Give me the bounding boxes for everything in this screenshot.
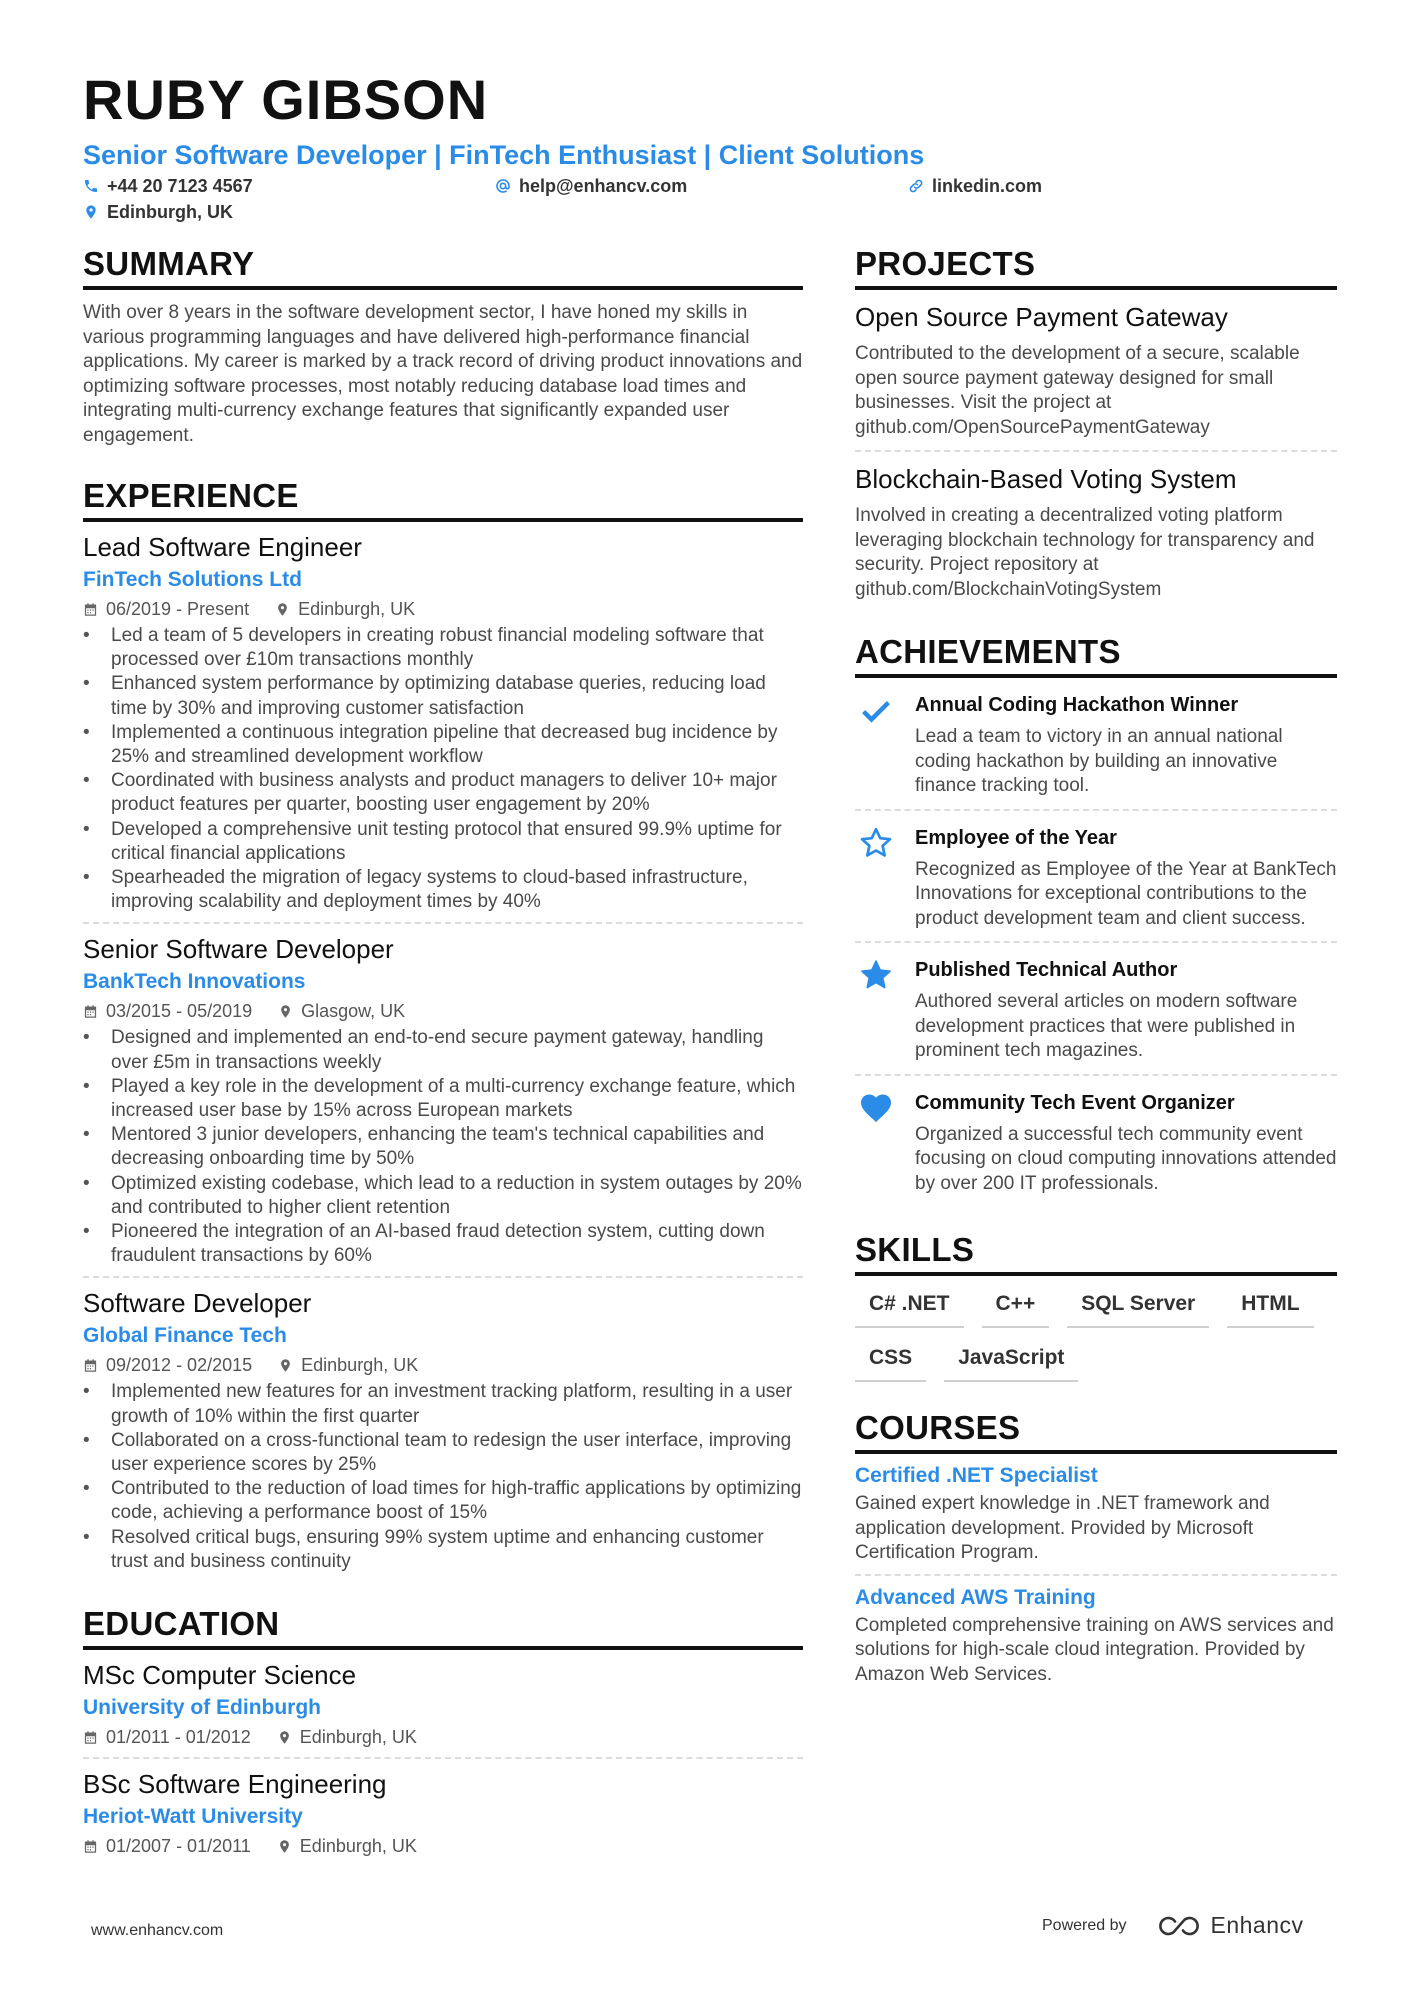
skill-tag: C# .NET [855, 1290, 964, 1328]
education-entry [83, 1759, 803, 1866]
achievement-title: Annual Coding Hackathon Winner [915, 694, 1239, 716]
skill-tag: HTML [1227, 1290, 1313, 1328]
bullet-item: • Collaborated on a cross-functional team to redesign the user interface, improving user experience scores by 25% [83, 1429, 803, 1477]
project-title: Open Source Payment Gateway [855, 302, 1228, 332]
footer-branding [1042, 1912, 1304, 1939]
education-location: Edinburgh, UK [299, 1836, 417, 1857]
bullet-item: • Optimized existing codebase, which lead to a reduction in system outages by 20% and contributed to higher client retention [83, 1172, 803, 1220]
achievement-description: Recognized as Employee of the Year at BankTech Innovations for exceptional contributions to the product development team and client success. [915, 858, 1337, 929]
bullet-item: • Resolved critical bugs, ensuring 99% system uptime and enhancing customer trust and business continuity [83, 1526, 803, 1574]
job-location: Glasgow, UK [301, 1001, 406, 1022]
job-meta [83, 1353, 803, 1377]
achievement-icon-wrap [855, 825, 897, 932]
experience-heading: EXPERIENCE [83, 476, 803, 522]
skills-section [855, 1230, 1337, 1382]
course-entry [855, 1576, 1337, 1696]
skill-tag: JavaScript [944, 1344, 1078, 1382]
summary-heading: SUMMARY [83, 244, 803, 290]
enhancv-logo-icon [1155, 1913, 1203, 1939]
location-pin-icon [278, 1358, 293, 1373]
contact-linkedin[interactable] [908, 174, 1042, 198]
education-section [83, 1604, 803, 1866]
projects-section [855, 244, 1337, 612]
bullet-item: • Implemented new features for an investment tracking platform, resulting in a user growth of 10% within the first quarter [83, 1380, 803, 1428]
course-title: Advanced AWS Training [855, 1585, 1096, 1609]
location-pin-icon [277, 1839, 292, 1854]
course-title: Certified .NET Specialist [855, 1464, 1098, 1487]
contact-info [83, 174, 1333, 230]
brand-logo[interactable] [1155, 1912, 1304, 1939]
projects-heading: PROJECTS [855, 244, 1337, 290]
project-entry [855, 290, 1337, 452]
star-outline-icon [858, 825, 894, 861]
right-column [855, 244, 1337, 1723]
summary-text: With over 8 years in the software development sector, I have honed my skills in various programming languages and have delivered high-performance financial applications. My career is marked by a track record of driving product innovations and optimizing software processes, most notably reducing database load times and integrating multi-currency exchange features that significantly expanded user engagement. [83, 302, 803, 446]
education-heading: EDUCATION [83, 1604, 803, 1650]
achievement-title: Published Technical Author [915, 959, 1178, 981]
star-filled-icon [858, 957, 894, 993]
job-dates: 03/2015 - 05/2019 [106, 1001, 253, 1022]
footer-website[interactable]: www.enhancv.com [91, 1922, 224, 1939]
achievements-section [855, 632, 1337, 1206]
job-bullets [83, 624, 803, 914]
experience-section [83, 476, 803, 1582]
job-title: Lead Software Engineer [83, 532, 362, 562]
job-dates: 09/2012 - 02/2015 [106, 1355, 253, 1376]
phone-icon [83, 178, 99, 194]
project-entry [855, 452, 1337, 612]
education-dates: 01/2011 - 01/2012 [106, 1727, 251, 1748]
project-description: Involved in creating a decentralized voting platform leveraging blockchain technology for transparency and security. Project repository at github.com/BlockchainVotingSystem [855, 505, 1315, 600]
course-description: Completed comprehensive training on AWS services and solutions for high-scale cloud integration. Provided by Amazon Web Services. [855, 1614, 1334, 1685]
candidate-name: RUBY GIBSON [83, 68, 489, 131]
calendar-icon [83, 1839, 98, 1854]
job-meta [83, 999, 803, 1023]
education-location: Edinburgh, UK [299, 1727, 417, 1748]
skill-tag: C++ [982, 1290, 1050, 1328]
location-pin-icon [278, 1004, 293, 1019]
course-entry [855, 1454, 1337, 1576]
bullet-item: • Contributed to the reduction of load times for high-traffic applications by optimizing code, achieving a performance boost of 15% [83, 1477, 803, 1525]
achievement-title: Employee of the Year [915, 826, 1117, 849]
achievement-description: Lead a team to victory in an annual national coding hackathon by building an innovative finance tracking tool. [915, 726, 1283, 796]
bullet-item: • Designed and implemented an end-to-end secure payment gateway, handling over £5m in transactions weekly [83, 1026, 803, 1074]
achievement-entry [855, 1076, 1337, 1207]
company-name: Global Finance Tech [83, 1324, 287, 1348]
achievements-heading: ACHIEVEMENTS [855, 632, 1337, 678]
skills-heading: SKILLS [855, 1230, 1337, 1276]
bullet-item: • Spearheaded the migration of legacy systems to cloud-based infrastructure, improving scalability and deployment times by 40% [83, 866, 803, 914]
achievement-entry [855, 811, 1337, 944]
bullet-item: • Developed a comprehensive unit testing protocol that ensured 99.9% uptime for critical financial applications [83, 818, 803, 866]
job-title: Software Developer [83, 1288, 312, 1319]
contact-location [83, 200, 233, 224]
degree-title: MSc Computer Science [83, 1660, 357, 1691]
achievement-icon-wrap [855, 957, 897, 1064]
calendar-icon [83, 602, 98, 617]
contact-phone [83, 174, 253, 198]
location-pin-icon [277, 1730, 292, 1745]
experience-entry [83, 1278, 803, 1582]
experience-entry [83, 522, 803, 924]
calendar-icon [83, 1004, 98, 1019]
education-entry [83, 1650, 803, 1759]
courses-heading: COURSES [855, 1408, 1337, 1454]
email-text[interactable]: help@enhancv.com [519, 176, 688, 196]
project-description: Contributed to the development of a secure, scalable open source payment gateway designed for small businesses. Visit the project at github.com/OpenSourcePaymentGateway [855, 343, 1300, 438]
job-bullets [83, 1026, 803, 1268]
bullet-item: • Led a team of 5 developers in creating robust financial modeling software that processed over £10m transactions monthly [83, 624, 803, 672]
skills-list [855, 1290, 1337, 1382]
link-icon [908, 178, 924, 194]
education-meta [83, 1834, 803, 1858]
job-dates: 06/2019 - Present [106, 599, 250, 619]
location-pin-icon [275, 602, 290, 617]
job-meta [83, 597, 803, 621]
bullet-item: • Implemented a continuous integration pipeline that decreased bug incidence by 25% and streamlined development workflow [83, 721, 803, 769]
courses-section [855, 1408, 1337, 1695]
school-name: Heriot-Watt University [83, 1805, 303, 1829]
achievement-entry [855, 943, 1337, 1076]
achievement-title: Community Tech Event Organizer [915, 1091, 1235, 1114]
calendar-icon [83, 1730, 98, 1745]
bullet-item: • Played a key role in the development of a multi-currency exchange feature, which increased user base by 15% across European markets [83, 1075, 803, 1123]
contact-email[interactable] [495, 174, 687, 198]
phone-text: +44 20 7123 4567 [107, 176, 253, 196]
left-column [83, 244, 803, 1894]
location-text: Edinburgh, UK [107, 202, 233, 222]
job-location: Edinburgh, UK [298, 599, 416, 619]
brand-name: Enhancv [1210, 1912, 1304, 1938]
calendar-icon [83, 1358, 98, 1373]
bullet-item: • Pioneered the integration of an AI-based fraud detection system, cutting down fraudulent transactions by 60% [83, 1220, 803, 1268]
company-name: BankTech Innovations [83, 970, 306, 994]
company-name: FinTech Solutions Ltd [83, 568, 302, 591]
skill-tag: SQL Server [1067, 1290, 1209, 1328]
project-title: Blockchain-Based Voting System [855, 464, 1237, 494]
education-dates: 01/2007 - 01/2011 [106, 1836, 251, 1857]
bullet-item: • Mentored 3 junior developers, enhancing the team's technical capabilities and decreasing onboarding time by 50% [83, 1123, 803, 1171]
degree-title: BSc Software Engineering [83, 1769, 387, 1800]
job-title: Senior Software Developer [83, 934, 394, 965]
powered-by-label: Powered by [1042, 1916, 1127, 1934]
achievement-icon-wrap [855, 1090, 897, 1197]
checkmark-icon [858, 692, 894, 728]
bullet-item: • Coordinated with business analysts and product managers to deliver 10+ major product features per quarter, boosting user engagement by 20% [83, 769, 803, 817]
candidate-title: Senior Software Developer | FinTech Enthusiast | Client Solutions [83, 140, 925, 170]
job-bullets [83, 1380, 803, 1574]
experience-entry [83, 924, 803, 1278]
achievement-description: Authored several articles on modern software development practices that were published in prominent tech magazines. [915, 991, 1298, 1061]
resume-header [83, 68, 1333, 230]
school-name: University of Edinburgh [83, 1696, 322, 1720]
skill-tag: CSS [855, 1344, 926, 1382]
job-location: Edinburgh, UK [301, 1355, 419, 1376]
course-description: Gained expert knowledge in .NET framework and application development. Provided by Microsoft Certification Program. [855, 1493, 1270, 1563]
location-pin-icon [83, 204, 99, 220]
at-icon [495, 178, 511, 194]
achievement-icon-wrap [855, 692, 897, 799]
education-meta [83, 1725, 803, 1749]
bullet-item: • Enhanced system performance by optimizing database queries, reducing load time by 30% and improving customer satisfaction [83, 672, 803, 720]
achievement-entry [855, 678, 1337, 811]
heart-icon [858, 1090, 894, 1126]
summary-section [83, 244, 803, 448]
achievement-description: Organized a successful tech community event focusing on cloud computing innovations attended by over 200 IT professionals. [915, 1123, 1337, 1194]
linkedin-text[interactable]: linkedin.com [932, 176, 1043, 196]
